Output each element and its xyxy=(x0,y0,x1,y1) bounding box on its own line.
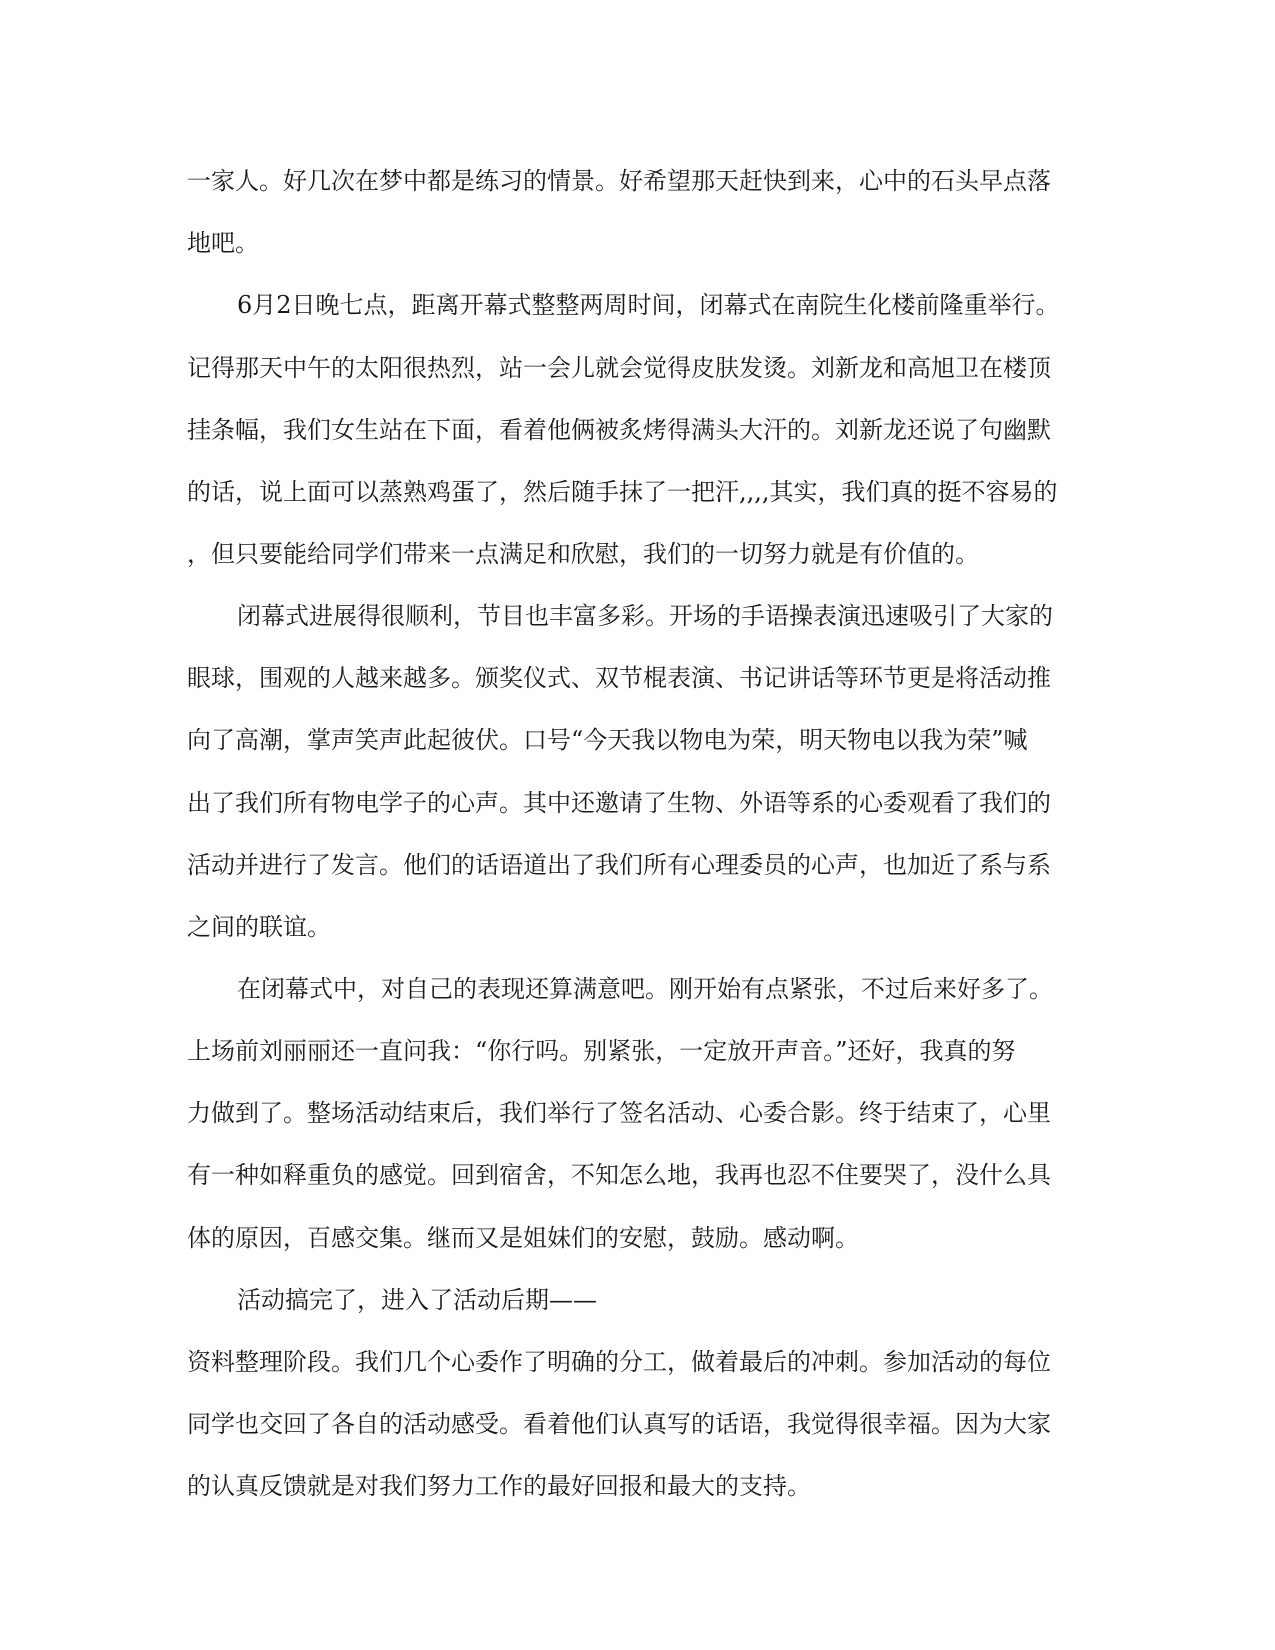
text-line: 记得那天中午的太阳很热烈，站一会儿就会觉得皮肤发烫。刘新龙和高旭卫在楼顶 xyxy=(187,354,1051,382)
paragraph-start-line: 闭幕式进展得很顺利，节目也丰富多彩。开场的手语操表演迅速吸引了大家的 xyxy=(237,602,1053,630)
text-line: 体的原因，百感交集。继而又是姐妹们的安慰，鼓励。感动啊。 xyxy=(187,1224,859,1252)
text-line: 力做到了。整场活动结束后，我们举行了签名活动、心委合影。终于结束了，心里 xyxy=(187,1099,1051,1127)
text-line: 眼球，围观的人越来越多。颁奖仪式、双节棍表演、书记讲话等环节更是将活动推 xyxy=(187,664,1051,692)
paragraph-start-line: 在闭幕式中，对自己的表现还算满意吧。刚开始有点紧张，不过后来好多了。 xyxy=(237,975,1053,1003)
text-line: 有一种如释重负的感觉。回到宿舍，不知怎么地，我再也忍不住要哭了，没什么具 xyxy=(187,1161,1051,1189)
text-line: 的认真反馈就是对我们努力工作的最好回报和最大的支持。 xyxy=(187,1472,811,1500)
text-line: 之间的联谊。 xyxy=(187,913,331,941)
text-line: 同学也交回了各自的活动感受。看着他们认真写的话语，我觉得很幸福。因为大家 xyxy=(187,1410,1051,1438)
text-line: 一家人。好几次在梦中都是练习的情景。好希望那天赶快到来，心中的石头早点落 xyxy=(187,167,1051,195)
paragraph-start-line: 活动搞完了，进入了活动后期—— xyxy=(237,1286,597,1314)
text-line: 地吧。 xyxy=(187,229,259,257)
text-line: 挂条幅，我们女生站在下面，看着他俩被炙烤得满头大汗的。刘新龙还说了句幽默 xyxy=(187,416,1051,444)
text-line: 上场前刘丽丽还一直问我：“你行吗。别紧张，一定放开声音。”还好，我真的努 xyxy=(187,1037,1016,1065)
text-line: 资料整理阶段。我们几个心委作了明确的分工，做着最后的冲刺。参加活动的每位 xyxy=(187,1348,1051,1376)
text-line: 向了高潮，掌声笑声此起彼伏。口号“今天我以物电为荣，明天物电以我为荣”喊 xyxy=(187,726,1028,754)
text-line: 活动并进行了发言。他们的话语道出了我们所有心理委员的心声，也加近了系与系 xyxy=(187,851,1051,879)
text-line: 的话，说上面可以蒸熟鸡蛋了，然后随手抹了一把汗,,,,其实，我们真的挺不容易的 xyxy=(187,478,1058,506)
paragraph-start-line: 6月2日晚七点，距离开幕式整整两周时间，闭幕式在南院生化楼前隆重举行。 xyxy=(237,291,1060,319)
text-line: 出了我们所有物电学子的心声。其中还邀请了生物、外语等系的心委观看了我们的 xyxy=(187,789,1051,817)
text-line: ，但只要能给同学们带来一点满足和欣慰，我们的一切努力就是有价值的。 xyxy=(187,540,979,568)
